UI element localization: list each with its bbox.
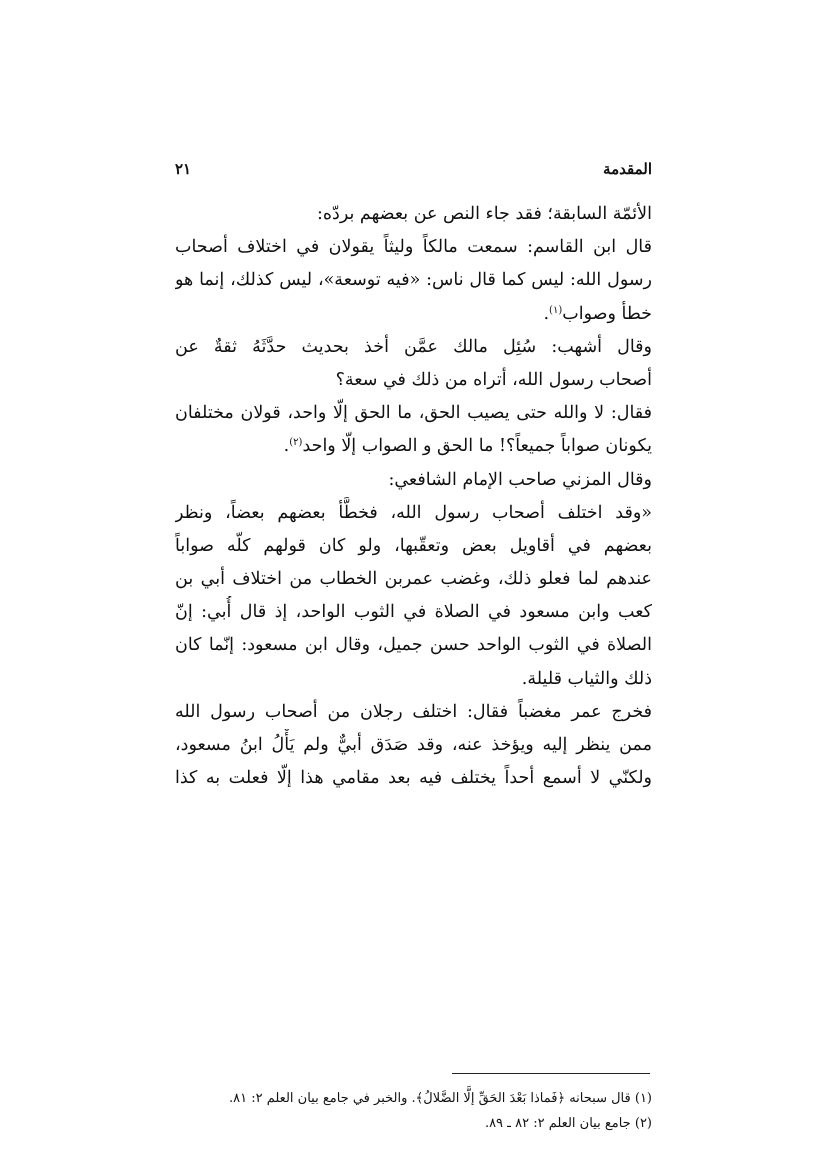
footnote-1: (١) قال سبحانه ﴿فَماذا بَعْدَ الحَقِّ إلَّا الضَّلالُ﴾. والخبر في جامع بيان العلم ٢: ٨١. (228, 1091, 652, 1106)
text-line-8-end: . (283, 436, 290, 457)
text-line-3: رسول الله: ليس كما قال ناس: «فيه توسعة»، ليس كذلك، إنما هو (175, 270, 652, 291)
text-line-4-end: . (543, 303, 550, 324)
text-line-13: كعب وابن مسعود في الصلاة في الثوب الواحد، إذ قال أُبي: إنّ (175, 602, 652, 623)
footnotes (175, 1086, 652, 1136)
text-line-15: ذلك والثياب قليلة. (521, 668, 652, 689)
text-line-9: وقال المزني صاحب الإمام الشافعي: (388, 469, 652, 490)
text-line-5: وقال أشهب: سُئِل مالك عمَّن أخذ بحديث حدَّثَهُ ثقةٌ عن (175, 336, 652, 357)
footnote-ref-1: (١) (549, 304, 563, 316)
text-line-10: «وقد اختلف أصحاب رسول الله، فخطَّأ بعضهم بعضاً، ونظر (175, 502, 652, 523)
text-line-4-content: خطأ وصواب (562, 303, 652, 324)
footnote-ref-2: (٢) (289, 437, 303, 449)
main-text (175, 198, 652, 795)
text-line-17: ممن ينظر إليه ويؤخذ عنه، وقد صَدَق أبيٌّ ولم يَأْلُ ابنُ مسعود، (175, 735, 652, 755)
text-line-1: الأئمّة السابقة؛ فقد جاء النص عن بعضهم بردّه: (316, 204, 652, 224)
text-line-2: قال ابن القاسم: سمعت مالكاً وليثاً يقولان في اختلاف أصحاب (175, 237, 652, 258)
page-number: ٢١ (175, 160, 192, 178)
text-line-8 (175, 430, 652, 463)
text-line-8-content: يكونان صواباً جميعاً؟! ما الحق و الصواب إلّا واحد (302, 436, 652, 457)
text-line-11: بعضهم في أقاويل بعض وتعقّبها، ولو كان قولهم كلّه صواباً (175, 535, 652, 556)
page-header (175, 160, 652, 184)
footnote-2: (٢) جامع بيان العلم ٢: ٨٢ ـ ٨٩. (484, 1116, 652, 1131)
footnote-separator (452, 1073, 650, 1074)
text-line-16: فخرج عمر مغضباً فقال: اختلف رجلان من أصحاب رسول الله (175, 701, 652, 722)
text-line-4 (175, 298, 652, 331)
running-title: المقدمة (603, 160, 652, 178)
text-line-12: عندهم لما فعلو ذلك، وغضب عمربن الخطاب من اختلاف أبي بن (175, 569, 652, 590)
text-line-18: ولكنّي لا أسمع أحداً يختلف فيه بعد مقامي هذا إلّا فعلت به كذا (175, 768, 652, 789)
text-line-14: الصلاة في الثوب الواحد حسن جميل، وقال ابن مسعود: إنّما كان (175, 635, 652, 656)
text-line-6: أصحاب رسول الله، أتراه من ذلك في سعة؟ (335, 369, 652, 390)
text-line-7: فقال: لا والله حتى يصيب الحق، ما الحق إلّا واحد، قولان مختلفان (175, 403, 652, 424)
